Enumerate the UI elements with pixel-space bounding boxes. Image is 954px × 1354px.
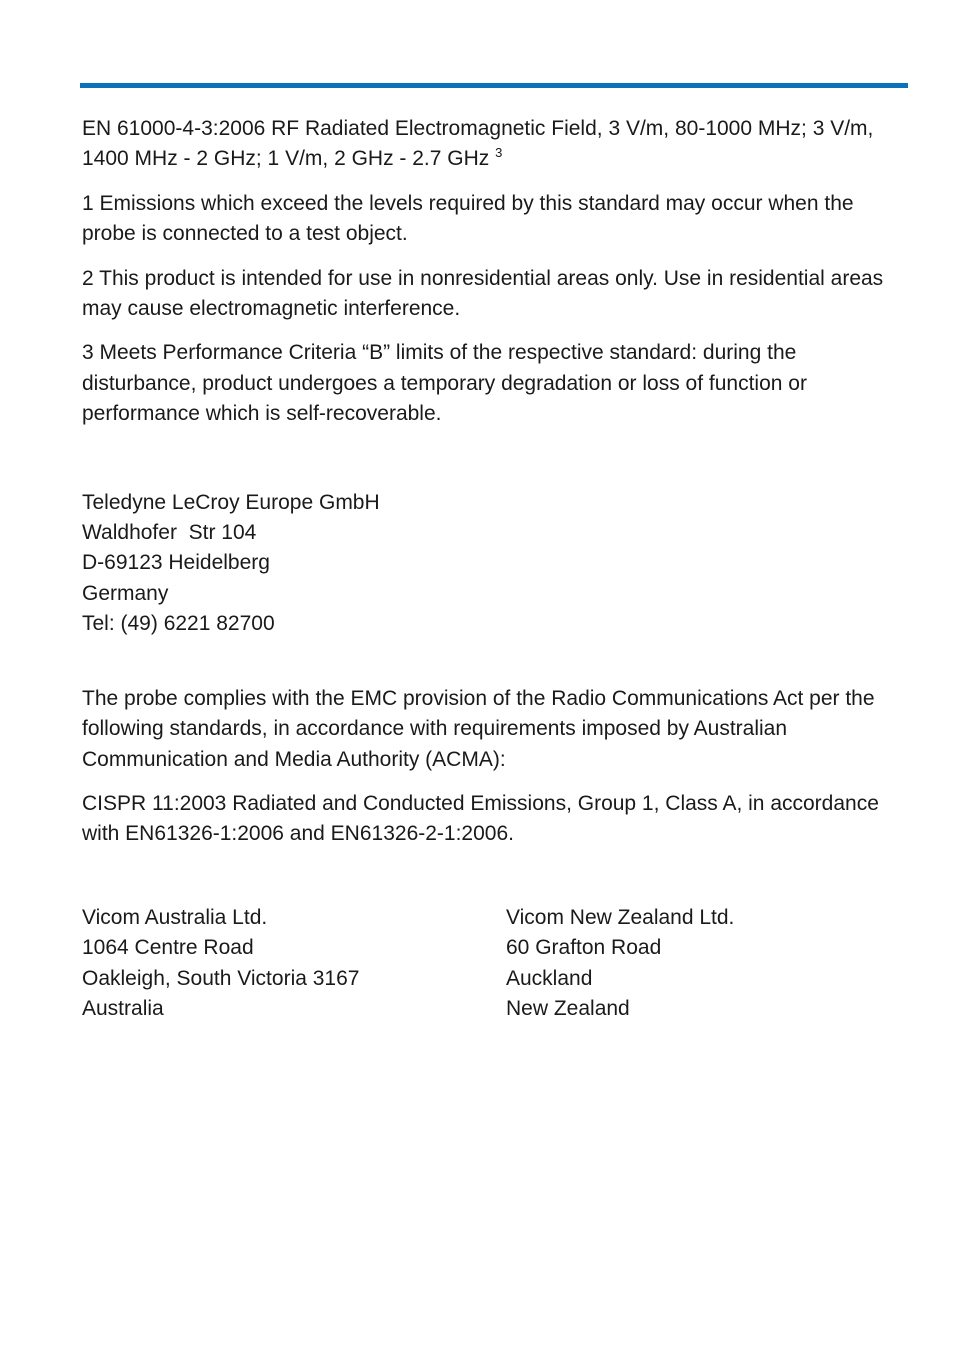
cispr-paragraph: CISPR 11:2003 Radiated and Conducted Emissions, Group 1, Class A, in accordance with EN61326-1:2006 and EN61326-2-1:2006.: [82, 791, 879, 846]
australia-company: Vicom Australia Ltd.: [82, 905, 268, 929]
en61000-text: EN 61000-4-3:2006 RF Radiated Electromagnetic Field, 3 V/m, 80-1000 MHz; 3 V/m, 1400 MHz - 2 GHz; 1 V/m, 2 GHz - 2.7 GHz: [82, 117, 874, 171]
europe-city: D-69123 Heidelberg: [82, 551, 270, 575]
new-zealand-company: Vicom New Zealand Ltd.: [506, 905, 735, 929]
note-2: 2 This product is intended for use in nonresidential areas only. Use in residential areas may cause electromagnetic interference.: [82, 266, 884, 321]
new-zealand-address: [506, 903, 906, 1025]
acma-intro: The probe complies with the EMC provision of the Radio Communications Act per the following standards, in accordance with requirements imposed by Australian Communication and Media Authority (ACMA):: [82, 686, 875, 771]
australia-street: 1064 Centre Road: [82, 936, 254, 960]
spacer: [82, 444, 908, 488]
europe-phone: Tel: (49) 6221 82700: [82, 612, 275, 636]
distributor-addresses: [82, 903, 908, 1025]
en61000-paragraph: [82, 114, 908, 175]
australia-city: Oakleigh, South Victoria 3167: [82, 966, 360, 990]
footnote-ref-3: 3: [495, 145, 503, 161]
page-content: [82, 114, 908, 1024]
australia-address: [82, 903, 506, 1025]
new-zealand-street: 60 Grafton Road: [506, 936, 662, 960]
europe-address: [82, 488, 908, 640]
new-zealand-country: New Zealand: [506, 996, 630, 1020]
note-3: 3 Meets Performance Criteria “B” limits of the respective standard: during the disturbance, product undergoes a temporary degradation or loss of function or performance which is self-recoverable.: [82, 341, 807, 426]
header-rule: [80, 83, 908, 88]
europe-country: Germany: [82, 581, 169, 605]
australia-country: Australia: [82, 996, 164, 1020]
spacer: [82, 640, 908, 684]
europe-street: Waldhofer Str 104: [82, 521, 257, 545]
note-1: 1 Emissions which exceed the levels required by this standard may occur when the probe is connected to a test object.: [82, 191, 854, 246]
spacer: [82, 864, 908, 903]
europe-company: Teledyne LeCroy Europe GmbH: [82, 490, 380, 514]
new-zealand-city: Auckland: [506, 966, 593, 990]
